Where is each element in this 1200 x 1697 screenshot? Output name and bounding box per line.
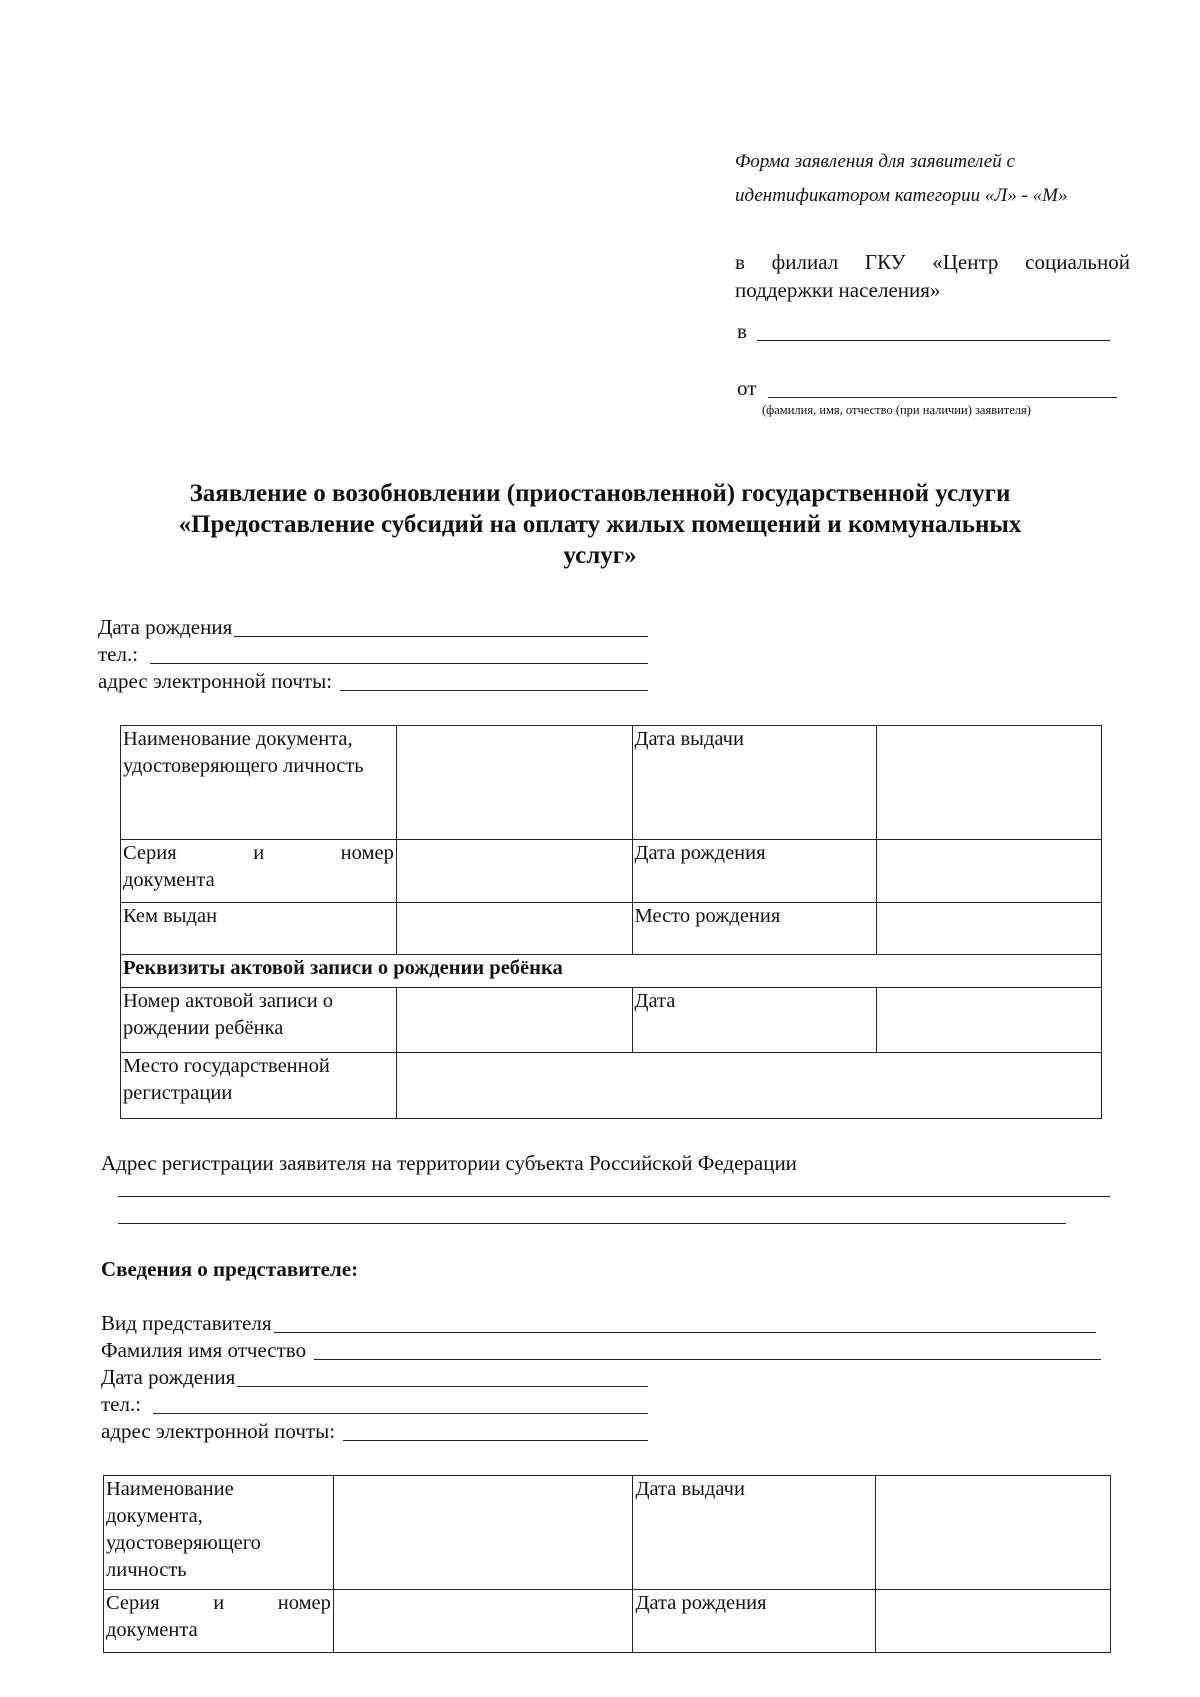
rep-series-word3: номер [277,1592,331,1614]
series-number-line1 [123,840,394,867]
rep-series-number-value[interactable] [333,1590,633,1653]
form-note [735,145,1135,213]
act-number-value[interactable] [396,988,632,1053]
rep-full-name-line[interactable] [314,1359,1101,1360]
applicant-email-line[interactable] [340,690,648,691]
doc-name-value[interactable] [396,726,632,840]
rep-phone-field[interactable] [101,1391,648,1418]
applicant-email-field[interactable] [98,668,648,695]
addressee-line1 [735,248,1130,276]
representative-fields [101,1310,1096,1445]
applicant-phone-label: тел.: [98,642,139,666]
rep-phone-label: тел.: [101,1392,142,1416]
rep-full-name-field[interactable] [101,1337,1101,1364]
addressee-block [735,248,1130,304]
addressee-in-line[interactable] [757,340,1110,341]
rep-email-line[interactable] [343,1440,648,1441]
rep-series-number-line1 [106,1590,331,1617]
addressee-in-field[interactable] [737,318,1110,345]
act-record-header: Реквизиты актовой записи о рождении ребёнка [121,955,1102,988]
rep-email-label: адрес электронной почты: [101,1419,336,1443]
series-number-label [121,840,397,903]
table-row [121,1053,1102,1119]
form-note-line2: идентификатором категории «Л» - «М» [735,185,1068,206]
applicant-fields [98,614,648,695]
representative-section-title: Сведения о представителе: [101,1257,359,1281]
rep-doc-name-label: Наименование документа, удостоверяющего личность [104,1476,334,1590]
addressee-in-label: в [737,319,747,343]
rep-issue-date-label: Дата выдачи [633,1476,876,1590]
form-note-line1: Форма заявления для заявителей с [735,151,1015,172]
rep-type-label: Вид представителя [101,1311,272,1335]
table-row [121,988,1102,1053]
applicant-birth-date-line[interactable] [234,636,648,637]
rep-full-name-label: Фамилия имя отчество [101,1338,307,1362]
issued-by-value[interactable] [396,903,632,955]
address-line-1[interactable] [118,1196,1110,1197]
table-row [104,1476,1111,1590]
applicant-email-label: адрес электронной почты: [98,669,333,693]
title-line1: Заявление о возобновлении (приостановленной) государственной услуги [189,480,1011,507]
rep-issue-date-value[interactable] [876,1476,1111,1590]
applicant-document-table [120,725,1102,1119]
rep-series-number-line2: документа [106,1619,198,1641]
rep-birth-date-label: Дата рождения [101,1365,236,1389]
rep-birth-date-label: Дата рождения [633,1590,876,1653]
rep-email-field[interactable] [101,1418,648,1445]
rep-series-word1: Серия [106,1592,160,1614]
from-caption: (фамилия, имя, отчество (при наличии) заявителя) [762,403,1031,417]
series-number-value[interactable] [396,840,632,903]
issue-date-label: Дата выдачи [632,726,877,840]
series-word2: и [253,842,265,864]
applicant-phone-field[interactable] [98,641,648,668]
birth-place-label: Место рождения [632,903,877,955]
from-label: от [737,376,757,400]
birth-date-value[interactable] [877,840,1102,903]
title-line2: «Предоставление субсидий на оплату жилых помещений и коммунальных [178,511,1022,538]
representative-document-table [103,1475,1111,1653]
act-date-value[interactable] [877,988,1102,1053]
series-word3: номер [340,842,394,864]
addressee-line1-text: в филиал ГКУ «Центр социальной [735,250,1130,274]
act-date-label: Дата [632,988,877,1053]
birth-date-label: Дата рождения [632,840,877,903]
doc-name-label: Наименование документа, удостоверяющего личность [121,726,397,840]
title-line3: услуг» [563,542,637,569]
series-number-line2: документа [123,869,215,891]
rep-type-line[interactable] [274,1332,1096,1333]
act-number-label: Номер актовой записи о рождении ребёнка [121,988,397,1053]
applicant-phone-line[interactable] [150,663,648,664]
page-title [90,478,1110,571]
series-word1: Серия [123,842,177,864]
registration-place-label: Место государственной регистрации [121,1053,397,1119]
from-field[interactable] [737,375,1117,402]
rep-phone-line[interactable] [153,1413,648,1414]
table-row [104,1590,1111,1653]
rep-doc-name-value[interactable] [333,1476,633,1590]
issued-by-label: Кем выдан [121,903,397,955]
from-line[interactable] [768,397,1117,398]
rep-series-word2: и [213,1592,225,1614]
address-line-2[interactable] [118,1223,1066,1224]
applicant-birth-date-label: Дата рождения [98,615,233,639]
birth-place-value[interactable] [877,903,1102,955]
address-label: Адрес регистрации заявителя на территории субъекта Российской Федерации [101,1151,797,1175]
table-row [121,903,1102,955]
table-row [121,955,1102,988]
rep-birth-date-value[interactable] [876,1590,1111,1653]
applicant-birth-date-field[interactable] [98,614,648,641]
table-row [121,840,1102,903]
rep-series-number-label [104,1590,334,1653]
rep-birth-date-field[interactable] [101,1364,648,1391]
addressee-line2: поддержки населения» [735,278,941,302]
rep-birth-date-line[interactable] [237,1386,648,1387]
rep-type-field[interactable] [101,1310,1096,1337]
table-row [121,726,1102,840]
issue-date-value[interactable] [877,726,1102,840]
registration-place-value[interactable] [396,1053,1101,1119]
